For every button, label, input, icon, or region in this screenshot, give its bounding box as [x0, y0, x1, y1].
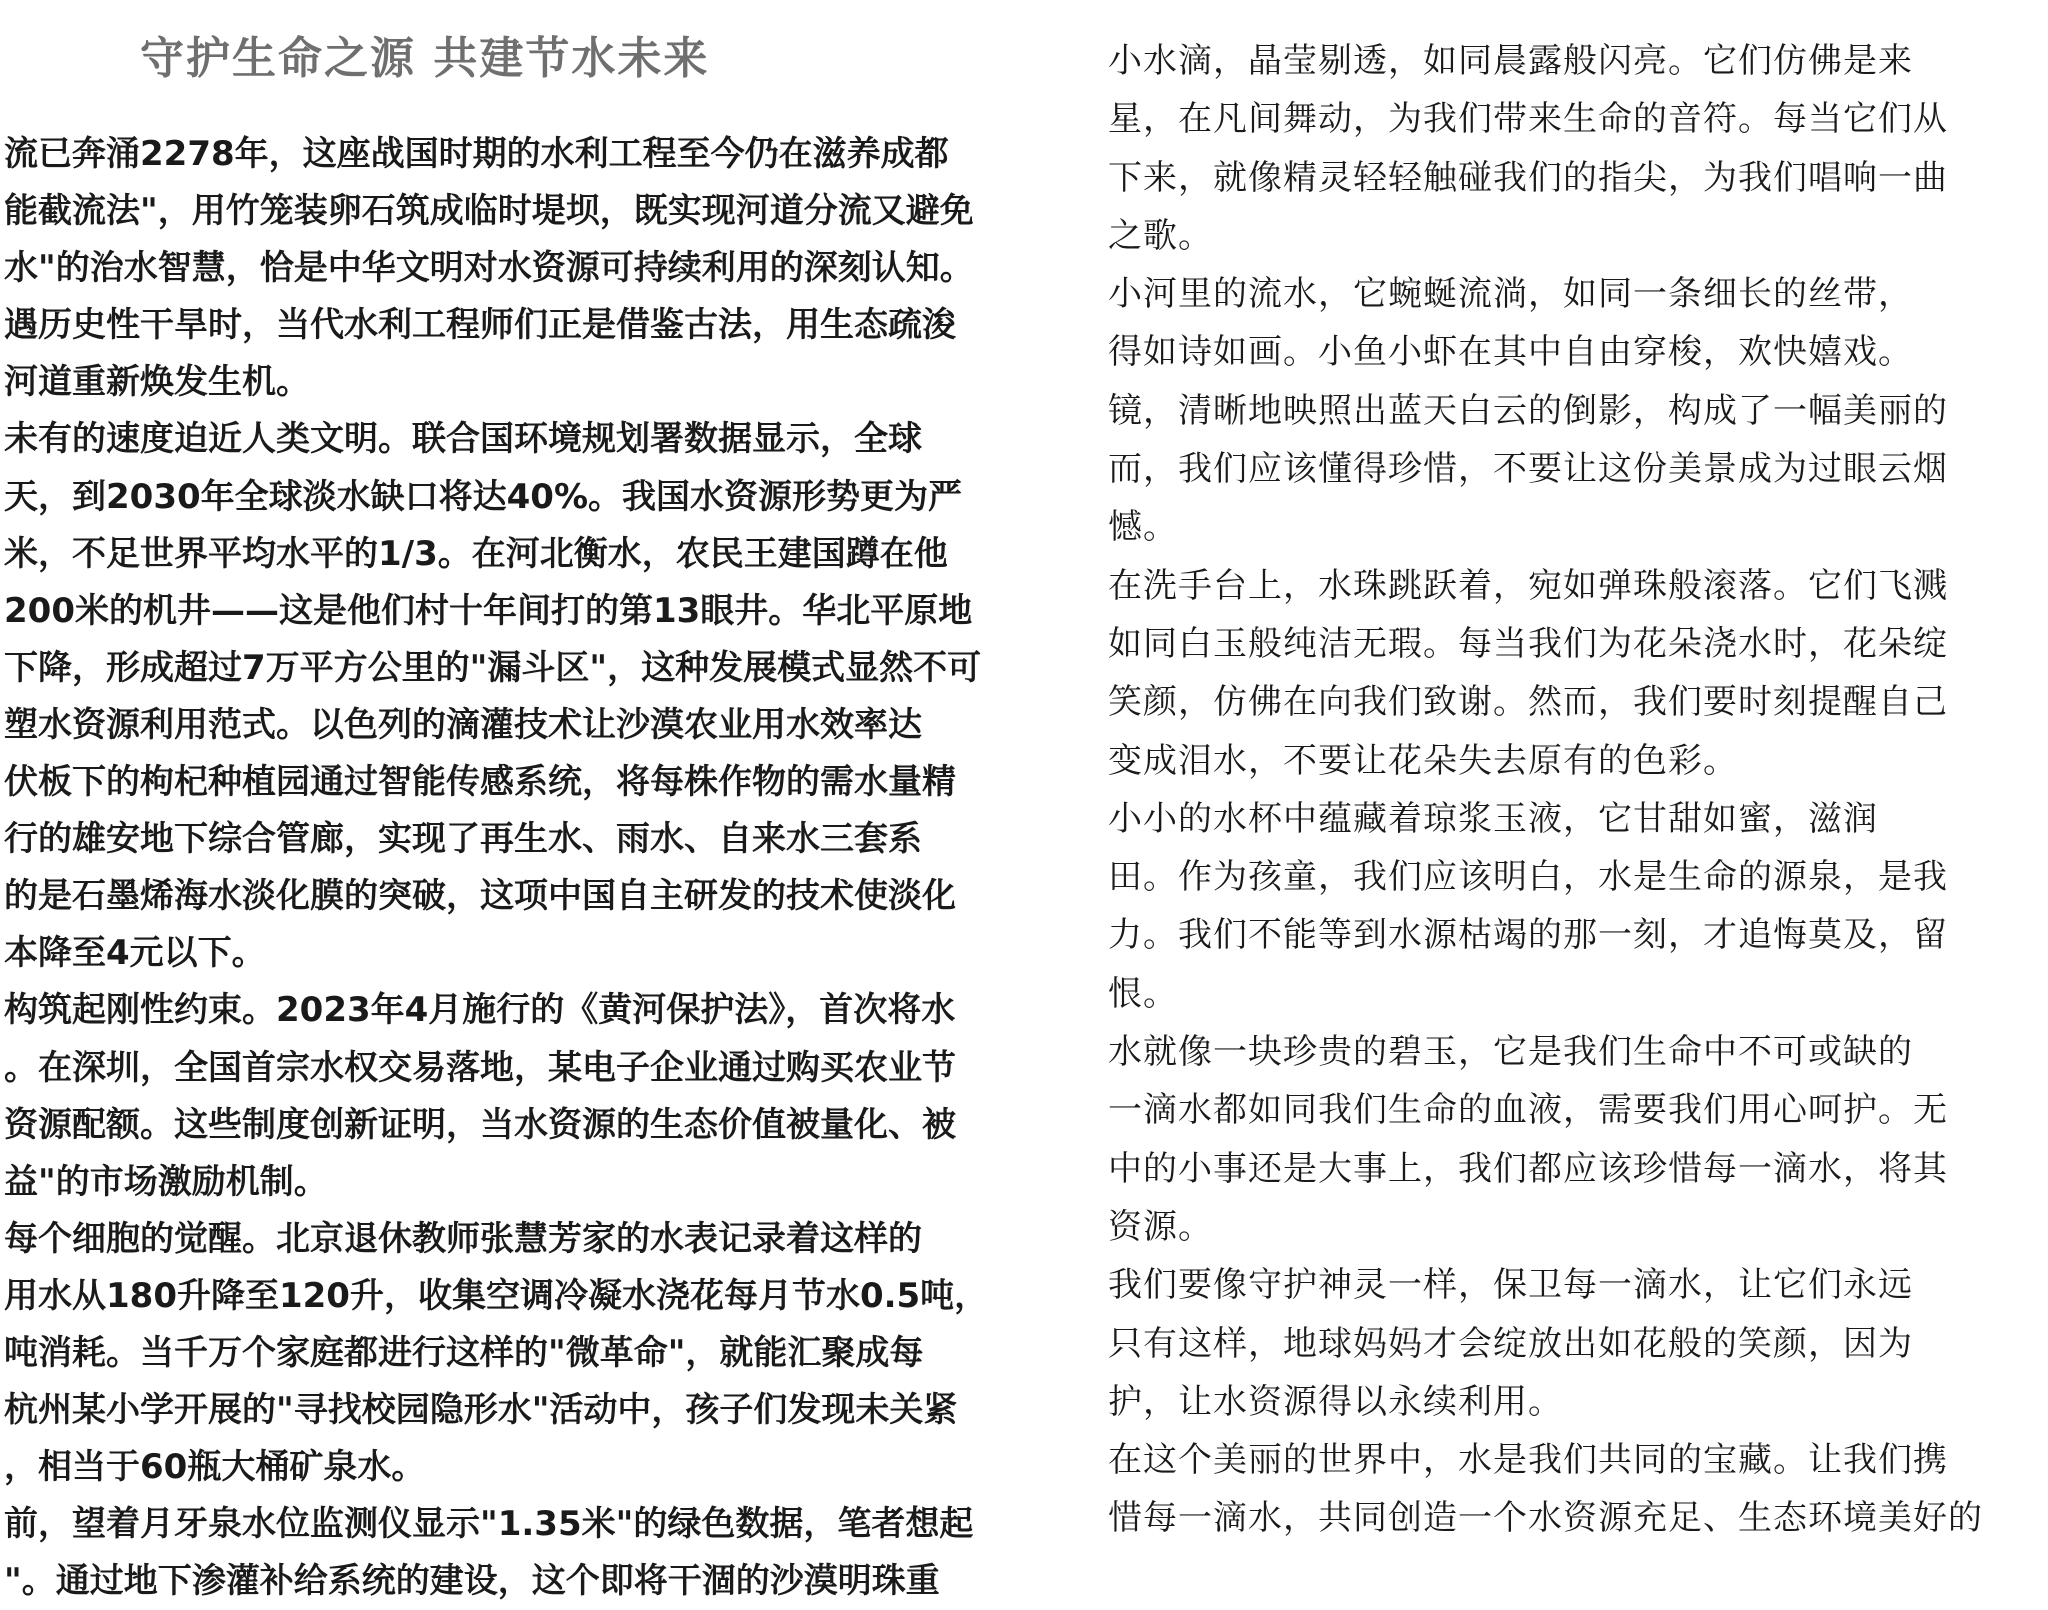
text-line: 用水从180升降至120升，收集空调冷凝水浇花每月节水0.5吨，	[4, 1275, 989, 1316]
text-line: 我们要像守护神灵一样，保卫每一滴水，让它们永远	[1108, 1265, 1913, 1306]
right-essay-body	[1108, 32, 2048, 1548]
left-essay-body	[4, 126, 1010, 1610]
text-line: ，相当于60瓶大桶矿泉水。	[4, 1447, 426, 1488]
text-line: 水就像一块珍贵的碧玉，它是我们生命中不可或缺的	[1108, 1032, 1913, 1073]
text-line: 本降至4元以下。	[4, 933, 266, 974]
text-line: 如同白玉般纯洁无瑕。每当我们为花朵浇水时，花朵绽	[1108, 623, 1948, 664]
text-line: 之歌。	[1108, 215, 1213, 256]
text-line: 小水滴，晶莹剔透，如同晨露般闪亮。它们仿佛是来	[1108, 41, 1913, 81]
left-essay-title: 守护生命之源 共建节水未来	[140, 33, 710, 84]
text-line: 力。我们不能等到水源枯竭的那一刻，才追悔莫及，留	[1108, 915, 1948, 956]
text-line: 田。作为孩童，我们应该明白，水是生命的源泉，是我	[1108, 857, 1948, 898]
text-line: 得如诗如画。小鱼小虾在其中自由穿梭，欢快嬉戏。	[1108, 332, 1913, 373]
text-line: 资源。	[1108, 1206, 1213, 1247]
text-line: 。在深圳，全国首宗水权交易落地，某电子企业通过购买农业节	[4, 1047, 956, 1088]
text-line: 资源配额。这些制度创新证明，当水资源的生态价值被量化、被	[4, 1104, 956, 1145]
text-line: 的是石墨烯海水淡化膜的突破，这项中国自主研发的技术使淡化	[4, 876, 956, 917]
text-line: 米，不足世界平均水平的1/3。在河北衡水，农民王建国蹲在他	[4, 533, 948, 574]
text-line: 中的小事还是大事上，我们都应该珍惜每一滴水，将其	[1108, 1148, 1948, 1189]
right-essay-page	[1108, 0, 2048, 1539]
text-line: 下降，形成超过7万平方公里的"漏斗区"，这种发展模式显然不可	[4, 647, 982, 688]
text-line: 憾。	[1108, 507, 1178, 548]
text-line: 镜，清晰地映照出蓝天白云的倒影，构成了一幅美丽的	[1108, 390, 1948, 431]
text-line: 河道重新焕发生机。	[4, 362, 310, 403]
text-line: 天，到2030年全球淡水缺口将达40%。我国水资源形势更为严	[4, 476, 963, 517]
text-line: 益"的市场激励机制。	[4, 1161, 328, 1202]
text-line: 未有的速度迫近人类文明。联合国环境规划署数据显示，全球	[4, 419, 922, 460]
text-line: 前，望着月牙泉水位监测仪显示"1.35米"的绿色数据，笔者想起	[4, 1504, 974, 1545]
text-line: 只有这样，地球妈妈才会绽放出如花般的笑颜，因为	[1108, 1323, 1913, 1364]
text-line: 伏板下的枸杞种植园通过智能传感系统，将每株作物的需水量精	[4, 762, 956, 803]
text-line: 水"的治水智慧，恰是中华文明对水资源可持续利用的深刻认知。	[4, 248, 974, 289]
text-line: 恨。	[1108, 973, 1178, 1014]
text-line: 一滴水都如同我们生命的血液，需要我们用心呵护。无	[1108, 1090, 1948, 1131]
text-line: 在这个美丽的世界中，水是我们共同的宝藏。让我们携	[1108, 1440, 1948, 1481]
text-line: 流已奔涌2278年，这座战国时期的水利工程至今仍在滋养成都	[4, 134, 949, 174]
text-line: 构筑起刚性约束。2023年4月施行的《黄河保护法》，首次将水	[4, 990, 956, 1031]
text-line: 塑水资源利用范式。以色列的滴灌技术让沙漠农业用水效率达	[4, 704, 922, 745]
text-line: 变成泪水，不要让花朵失去原有的色彩。	[1108, 740, 1738, 781]
text-line: 200米的机井——这是他们村十年间打的第13眼井。华北平原地	[4, 590, 973, 631]
text-line: 星，在凡间舞动，为我们带来生命的音符。每当它们从	[1108, 99, 1948, 140]
text-line: 惜每一滴水，共同创造一个水资源充足、生态环境美好的	[1108, 1498, 1983, 1539]
text-line: 笑颜，仿佛在向我们致谢。然而，我们要时刻提醒自己	[1108, 682, 1948, 723]
text-line: 下来，就像精灵轻轻触碰我们的指尖，为我们唱响一曲	[1108, 157, 1948, 198]
text-line: 小小的水杯中蕴藏着琼浆玉液，它甘甜如蜜，滋润	[1108, 798, 1878, 839]
left-essay-page	[0, 0, 1010, 1602]
text-line: 小河里的流水，它蜿蜒流淌，如同一条细长的丝带，	[1108, 274, 1913, 315]
text-line: 护，让水资源得以永续利用。	[1108, 1381, 1563, 1422]
text-line: 行的雄安地下综合管廊，实现了再生水、雨水、自来水三套系	[4, 819, 922, 860]
text-line: 每个细胞的觉醒。北京退休教师张慧芳家的水表记录着这样的	[4, 1218, 922, 1259]
text-line: 在洗手台上，水珠跳跃着，宛如弹珠般滚落。它们飞溅	[1108, 565, 1948, 606]
text-line: 吨消耗。当千万个家庭都进行这样的"微革命"，就能汇聚成每	[4, 1332, 924, 1373]
text-line: 而，我们应该懂得珍惜，不要让这份美景成为过眼云烟	[1108, 449, 1948, 490]
text-line: 能截流法"，用竹笼装卵石筑成临时堤坝，既实现河道分流又避免	[4, 191, 974, 232]
text-line: 杭州某小学开展的"寻找校园隐形水"活动中，孩子们发现未关紧	[4, 1390, 958, 1431]
text-line: "。通过地下渗灌补给系统的建设，这个即将干涸的沙漠明珠重	[4, 1561, 940, 1602]
text-line: 遇历史性干旱时，当代水利工程师们正是借鉴古法，用生态疏浚	[4, 305, 956, 346]
